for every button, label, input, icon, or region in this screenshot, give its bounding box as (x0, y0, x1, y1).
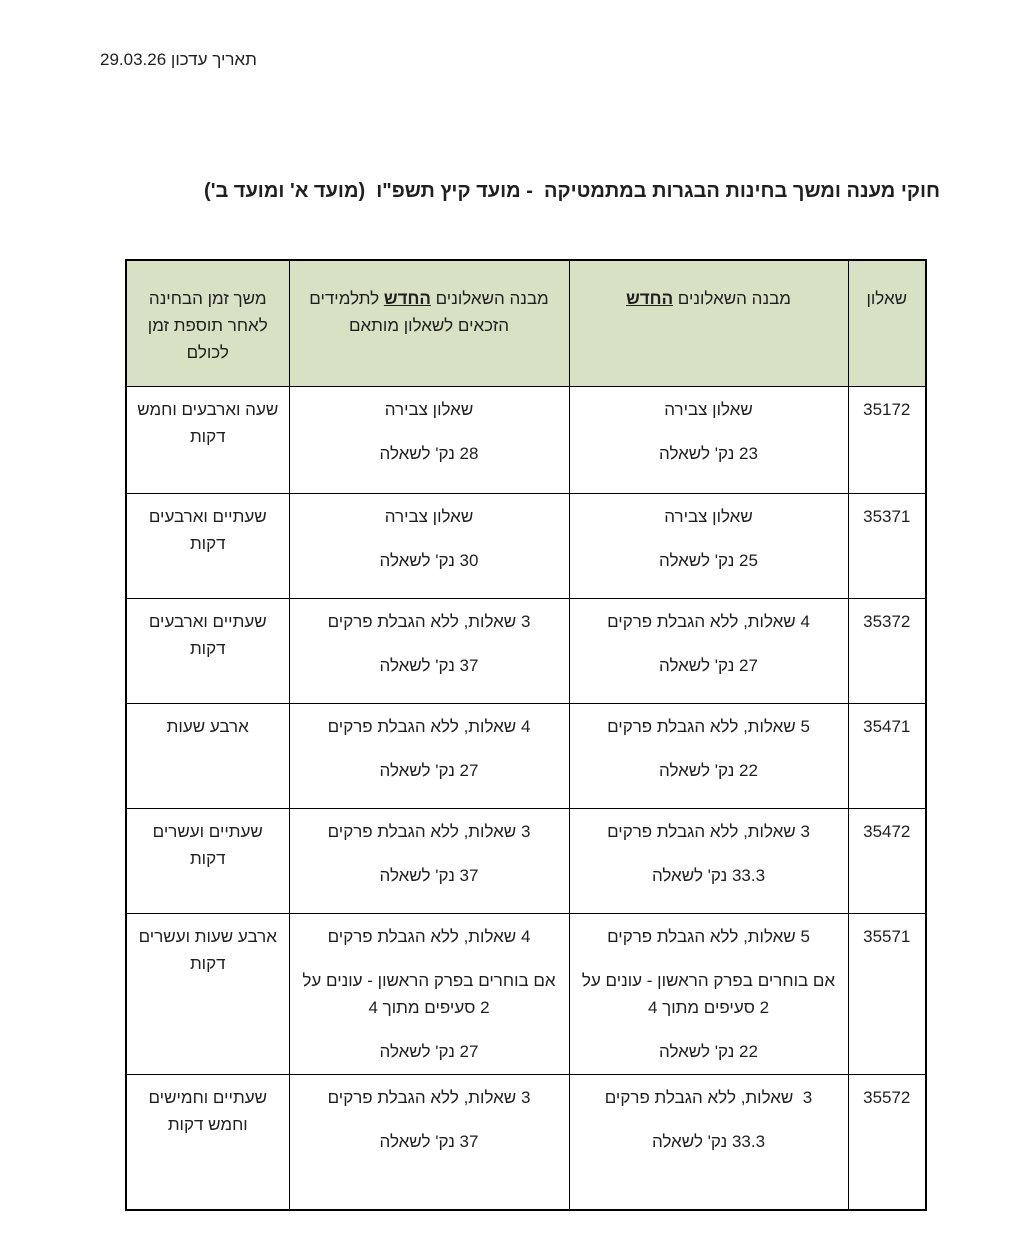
cell-adapted-structure (289, 1074, 569, 1210)
cell-paragraph: שעתיים ועשרים דקות (147, 821, 263, 868)
exam-rules-table (125, 259, 927, 1211)
cell-paragraph: 22 נק' לשאלה (659, 760, 758, 780)
cell-questionnaire (848, 386, 926, 493)
table-row (126, 386, 926, 493)
cell-paragraph: 35372 (863, 611, 911, 631)
cell-questionnaire (848, 808, 926, 913)
cell-questionnaire (848, 493, 926, 598)
cell-paragraph: שאלון צבירה (664, 506, 753, 526)
cell-paragraph: ארבע שעות (166, 716, 249, 736)
update-date: תאריך עדכון 29.03.26 (100, 50, 257, 69)
header-new-structure (569, 260, 848, 386)
cell-paragraph: 27 נק' לשאלה (659, 655, 758, 675)
table-row (126, 808, 926, 913)
cell-duration (126, 386, 289, 493)
header-row (126, 260, 926, 386)
cell-paragraph: 37 נק' לשאלה (379, 865, 479, 885)
table-row (126, 1074, 926, 1210)
cell-paragraph: 27 נק' לשאלה (379, 1041, 479, 1061)
header-adapted-structure-suffix: לתלמידים הזכאים לשאלון מותאם (309, 289, 510, 335)
cell-paragraph: 37 נק' לשאלה (379, 1131, 479, 1151)
cell-paragraph: שעתיים וארבעים דקות (144, 611, 267, 658)
cell-paragraph: 35472 (863, 821, 911, 841)
cell-paragraph: 25 נק' לשאלה (659, 550, 758, 570)
cell-new-structure (569, 493, 848, 598)
cell-questionnaire (848, 913, 926, 1074)
cell-paragraph: אם בוחרים בפרק הראשון - עונים על 2 סעיפים מתוך 4 (577, 970, 836, 1017)
cell-new-structure (569, 598, 848, 703)
cell-paragraph: 5 שאלות, ללא הגבלת פרקים (607, 926, 810, 946)
cell-paragraph: 4 שאלות, ללא הגבלת פרקים (607, 611, 810, 631)
cell-paragraph: 28 נק' לשאלה (379, 443, 479, 463)
cell-paragraph: אם בוחרים בפרק הראשון - עונים על 2 סעיפים מתוך 4 (297, 970, 556, 1017)
cell-paragraph: 33.3 נק' לשאלה (651, 1131, 766, 1151)
cell-new-structure (569, 808, 848, 913)
cell-duration (126, 1074, 289, 1210)
cell-paragraph: שעה וארבעים וחמש דקות (132, 399, 279, 446)
cell-paragraph: 35471 (863, 716, 911, 736)
cell-paragraph: 33.3 נק' לשאלה (651, 865, 766, 885)
page-title: חוקי מענה ומשך בחינות הבגרות במתמטיקה - מועד קיץ תשפ"ו (מועד א' ומועד ב') (204, 180, 940, 203)
cell-duration (126, 703, 289, 808)
header-new-structure-emphasis: החדש (626, 289, 674, 308)
table-row (126, 598, 926, 703)
cell-paragraph: 23 נק' לשאלה (659, 443, 758, 463)
cell-adapted-structure (289, 386, 569, 493)
cell-paragraph: שעתיים וחמישים וחמש דקות (143, 1087, 267, 1134)
cell-paragraph: 3 שאלות, ללא הגבלת פרקים (607, 821, 810, 841)
cell-paragraph: 3 שאלות, ללא הגבלת פרקים (327, 611, 531, 631)
cell-paragraph: ארבע שעות ועשרים דקות (133, 926, 277, 973)
cell-duration (126, 808, 289, 913)
header-new-structure-label: מבנה השאלונים (677, 289, 791, 308)
cell-paragraph: שאלון צבירה (384, 506, 474, 526)
cell-paragraph: 35572 (863, 1087, 911, 1107)
cell-duration (126, 598, 289, 703)
cell-paragraph: 5 שאלות, ללא הגבלת פרקים (607, 716, 810, 736)
cell-adapted-structure (289, 913, 569, 1074)
cell-paragraph: שעתיים וארבעים דקות (144, 506, 267, 553)
cell-new-structure (569, 386, 848, 493)
cell-paragraph: 27 נק' לשאלה (379, 760, 479, 780)
cell-adapted-structure (289, 493, 569, 598)
cell-paragraph: 35571 (863, 926, 911, 946)
cell-paragraph: 4 שאלות, ללא הגבלת פרקים (327, 926, 531, 946)
table-body (126, 386, 926, 1210)
header-questionnaire: שאלון (848, 260, 926, 386)
cell-paragraph: 3 שאלות, ללא הגבלת פרקים (604, 1087, 813, 1107)
cell-questionnaire (848, 1074, 926, 1210)
cell-paragraph: 22 נק' לשאלה (659, 1041, 758, 1061)
cell-adapted-structure (289, 598, 569, 703)
cell-questionnaire (848, 598, 926, 703)
cell-paragraph: 37 נק' לשאלה (379, 655, 479, 675)
cell-paragraph: 3 שאלות, ללא הגבלת פרקים (327, 1087, 531, 1107)
cell-paragraph: שאלון צבירה (384, 399, 474, 419)
header-adapted-structure-label: מבנה השאלונים (435, 289, 549, 308)
cell-new-structure (569, 703, 848, 808)
cell-duration (126, 913, 289, 1074)
header-duration: משך זמן הבחינה לאחר תוספת זמן לכולם (126, 260, 289, 386)
cell-paragraph: 35371 (863, 506, 911, 526)
cell-paragraph: 30 נק' לשאלה (379, 550, 479, 570)
cell-paragraph: שאלון צבירה (664, 399, 753, 419)
table-row (126, 703, 926, 808)
table-row (126, 913, 926, 1074)
cell-adapted-structure (289, 703, 569, 808)
cell-paragraph: 3 שאלות, ללא הגבלת פרקים (327, 821, 531, 841)
cell-new-structure (569, 913, 848, 1074)
cell-paragraph: 4 שאלות, ללא הגבלת פרקים (327, 716, 531, 736)
cell-duration (126, 493, 289, 598)
cell-questionnaire (848, 703, 926, 808)
header-adapted-structure-emphasis: החדש (383, 289, 431, 308)
cell-new-structure (569, 1074, 848, 1210)
table-row (126, 493, 926, 598)
cell-adapted-structure (289, 808, 569, 913)
header-adapted-structure (289, 260, 569, 386)
cell-paragraph: 35172 (863, 399, 911, 419)
